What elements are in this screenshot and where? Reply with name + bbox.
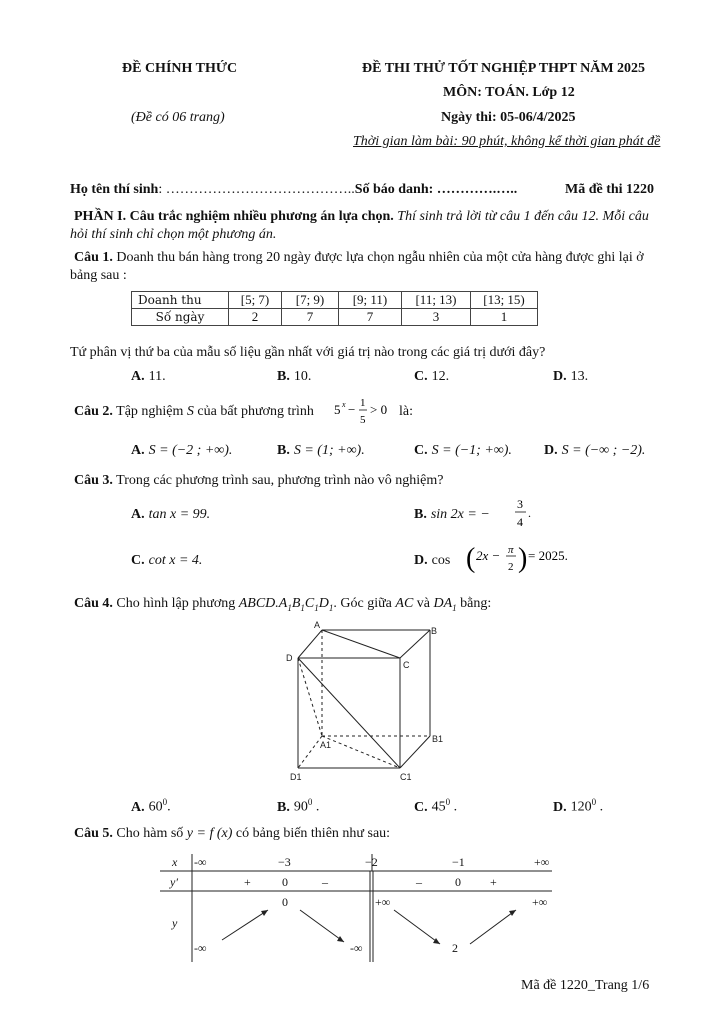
svg-text:): ) [518, 543, 528, 574]
q4-option-c[interactable]: C. $45^0$ . [414, 797, 458, 815]
question-1 [70, 249, 660, 285]
part1-title: PHẦN I. Câu trắc nghiệm nhiều phương án lựa chọn [74, 209, 391, 224]
table-cell: Doanh thu [132, 292, 229, 309]
option-label: D. [544, 443, 558, 458]
svg-text:5: 5 [334, 402, 341, 417]
option-text: S = (−1; +∞). [431, 443, 512, 458]
y-value: 2 [452, 941, 458, 955]
option-label: A. [131, 443, 145, 458]
option-text: 11. [148, 369, 166, 384]
vertex-label: C1 [400, 772, 412, 782]
table-cell: [5; 7) [229, 292, 282, 309]
question-3-text: Trong các phương trình sau, phương trình nào vô nghiệm? [116, 473, 444, 488]
q4-option-a[interactable]: A. $60^0$. [131, 797, 171, 815]
question-2-var: S [186, 404, 194, 419]
table-cell: 7 [282, 309, 339, 326]
option-text: 10. [293, 369, 312, 384]
table-cell: [9; 11) [339, 292, 402, 309]
q2-option-d[interactable] [544, 443, 645, 459]
option-label: B. [277, 369, 290, 384]
sign: + [244, 875, 251, 889]
table-cell: [11; 13) [402, 292, 471, 309]
x-value: −3 [278, 855, 291, 869]
q3-option-b[interactable] [414, 497, 531, 529]
question-5: Câu 5. Cho hàm số y = f (x) có bảng biến thiên như sau: [74, 826, 391, 841]
question-5-text-before: Cho hàm số [116, 826, 184, 841]
q3-option-a[interactable] [131, 507, 210, 523]
cos-argument [466, 541, 596, 581]
vertex-label: A1 [320, 740, 332, 750]
vertex-label: C [403, 660, 410, 670]
option-text: 45 [431, 799, 446, 815]
y-value: -∞ [350, 941, 363, 955]
option-label: C. [131, 553, 145, 568]
svg-text:> 0: > 0 [370, 402, 388, 417]
option-text: 13. [570, 369, 589, 384]
q1-option-d[interactable] [553, 369, 588, 385]
question-1-label: Câu 1. [74, 250, 113, 265]
page-footer: Mã đề 1220_Trang 1/6 [521, 978, 650, 993]
option-text: 90 [293, 799, 308, 815]
option-text: 12. [431, 369, 450, 384]
option-label: C. [414, 369, 428, 384]
row-label-y: y [172, 916, 178, 930]
sign: 0 [455, 875, 461, 889]
option-text: S = (−∞ ; −2). [561, 443, 646, 458]
q3-option-d[interactable] [414, 543, 568, 574]
table-cell: Số ngày [132, 309, 229, 326]
option-text: tan x = 99. [148, 507, 211, 522]
exam-code: Mã đề thi 1220 [565, 182, 655, 197]
option-label: C. [414, 799, 428, 815]
svg-text:5: 5 [360, 414, 366, 426]
svg-text:−: − [348, 402, 356, 417]
sign: + [490, 875, 497, 889]
question-4-text-mid: . Góc giữa [333, 596, 392, 611]
svg-text:4: 4 [517, 515, 523, 529]
q1-option-b[interactable] [277, 369, 311, 385]
sign: – [416, 875, 422, 889]
option-text: cos [431, 553, 451, 568]
sign: 0 [282, 875, 288, 889]
option-label: B. [277, 443, 290, 458]
q2-option-a[interactable] [131, 443, 232, 459]
vertex-label: D1 [290, 772, 302, 782]
question-1-text: Doanh thu bán hàng trong 20 ngày được lựa chọn ngẫu nhiên của một cửa hàng được ghi lại ở bảng sau : [70, 250, 644, 283]
page-count-note: (Đề có 06 trang) [131, 110, 225, 125]
question-4-label: Câu 4. [74, 596, 113, 611]
table-cell: 1 [471, 309, 538, 326]
exam-date: Ngày thi: 05-06/4/2025 [441, 110, 576, 125]
question-4: Câu 4. Cho hình lập phương $ABCD.A_1B_1C_1D_1$. Góc giữa AC và $DA_1$ bằng: [74, 596, 492, 613]
table-row [132, 292, 538, 309]
table-cell: 2 [229, 309, 282, 326]
x-value: −2 [365, 855, 378, 869]
question-2-text-before: Tập nghiệm [116, 404, 184, 419]
duration-line: Thời gian làm bài: 90 phút, không kể thời gian phát đề [353, 134, 661, 149]
option-label: A. [131, 799, 145, 815]
q1-option-c[interactable] [414, 369, 449, 385]
q3-option-c[interactable] [131, 553, 202, 569]
option-label: D. [414, 553, 428, 568]
vertex-label: A [314, 620, 321, 630]
y-value: +∞ [375, 895, 391, 909]
option-label: A. [131, 369, 145, 384]
svg-text:π: π [508, 544, 514, 556]
question-5-text-after: có bảng biến thiên như sau: [235, 826, 391, 841]
fraction-three-quarters [514, 497, 536, 533]
q4-option-d[interactable]: D. $120^0$ . [553, 797, 604, 815]
part1-heading: PHẦN I. Câu trắc nghiệm nhiều phương án lựa chọn. Thí sinh trả lời từ câu 1 đến câu 12. Mỗi câu hỏi thí sinh chỉ chọn một phương án. [70, 209, 649, 242]
table-cell: 3 [402, 309, 471, 326]
vertex-label: D [286, 653, 293, 663]
official-label: ĐỀ CHÍNH THỨC [122, 61, 238, 76]
question-4-text-after: bằng: [460, 596, 492, 611]
svg-text:(: ( [466, 543, 476, 574]
option-label: D. [553, 369, 567, 384]
option-label: A. [131, 507, 145, 522]
variation-table [160, 852, 560, 964]
q1-option-a[interactable] [131, 369, 166, 385]
y-value: +∞ [532, 895, 548, 909]
question-2 [74, 404, 314, 420]
vertex-label: B1 [432, 734, 444, 744]
svg-text:2: 2 [508, 561, 514, 573]
exam-title: ĐỀ THI THỬ TỐT NGHIỆP THPT NĂM 2025 [362, 61, 646, 76]
x-value: −1 [452, 855, 465, 869]
question-4-text-before: Cho hình lập phương [116, 596, 236, 611]
question-1-prompt: Tứ phân vị thứ ba của mẫu số liệu gần nhất với giá trị nào trong các giá trị dưới đây? [70, 345, 546, 360]
row-label-yprime: y′ [170, 875, 178, 889]
question-2-text-after: là: [399, 404, 413, 419]
question-3 [74, 473, 443, 489]
option-text: 60 [148, 799, 163, 815]
question-5-label: Câu 5. [74, 826, 113, 841]
revenue-table [131, 291, 538, 326]
question-4-text-and: và [416, 596, 430, 611]
row-label-x: x [172, 855, 178, 869]
option-text: S = (−2 ; +∞). [148, 443, 233, 458]
table-cell: [7; 9) [282, 292, 339, 309]
question-3-label: Câu 3. [74, 473, 113, 488]
option-label: D. [553, 799, 567, 815]
y-value: 0 [282, 895, 288, 909]
svg-text:3: 3 [517, 497, 523, 511]
y-value: -∞ [194, 941, 207, 955]
cube-figure [280, 618, 450, 786]
x-value: -∞ [194, 855, 207, 869]
student-name-field: : ………………………………….. [158, 182, 355, 197]
svg-text:1: 1 [360, 397, 366, 409]
option-label: B. [414, 507, 427, 522]
student-name-label: Họ tên thí sinh [70, 182, 159, 197]
option-label: C. [414, 443, 428, 458]
table-cell: 7 [339, 309, 402, 326]
q2-option-b[interactable] [277, 443, 365, 459]
option-text: 120 [570, 799, 592, 815]
question-2-text-mid: của bất phương trình [197, 404, 314, 419]
student-info-line [70, 182, 517, 198]
option-label: B. [277, 799, 290, 815]
candidate-number-label: Số báo danh: ………….….. [354, 182, 518, 197]
svg-text:2x −: 2x − [476, 548, 501, 563]
question-2-label: Câu 2. [74, 404, 113, 419]
x-value: +∞ [534, 855, 550, 869]
q2-option-c[interactable] [414, 443, 512, 459]
table-cell: [13; 15) [471, 292, 538, 309]
sign: – [322, 875, 328, 889]
option-text: sin 2x = − [430, 507, 490, 522]
table-row [132, 309, 538, 326]
vertex-label: B [431, 626, 438, 636]
option-text: S = (1; +∞). [293, 443, 365, 458]
svg-text:x: x [342, 400, 346, 409]
subject-line: MÔN: TOÁN. Lớp 12 [443, 85, 575, 100]
svg-text:.: . [528, 506, 531, 520]
part1-instructions: Thí sinh trả lời từ câu 1 đến câu 12. Mỗi câu hỏi thí sinh chỉ chọn một phương án. [70, 209, 649, 242]
option-text: cot x = 4. [148, 553, 203, 568]
svg-text:= 2025.: = 2025. [528, 548, 568, 563]
q4-option-b[interactable]: B. $90^0$ . [277, 797, 320, 815]
